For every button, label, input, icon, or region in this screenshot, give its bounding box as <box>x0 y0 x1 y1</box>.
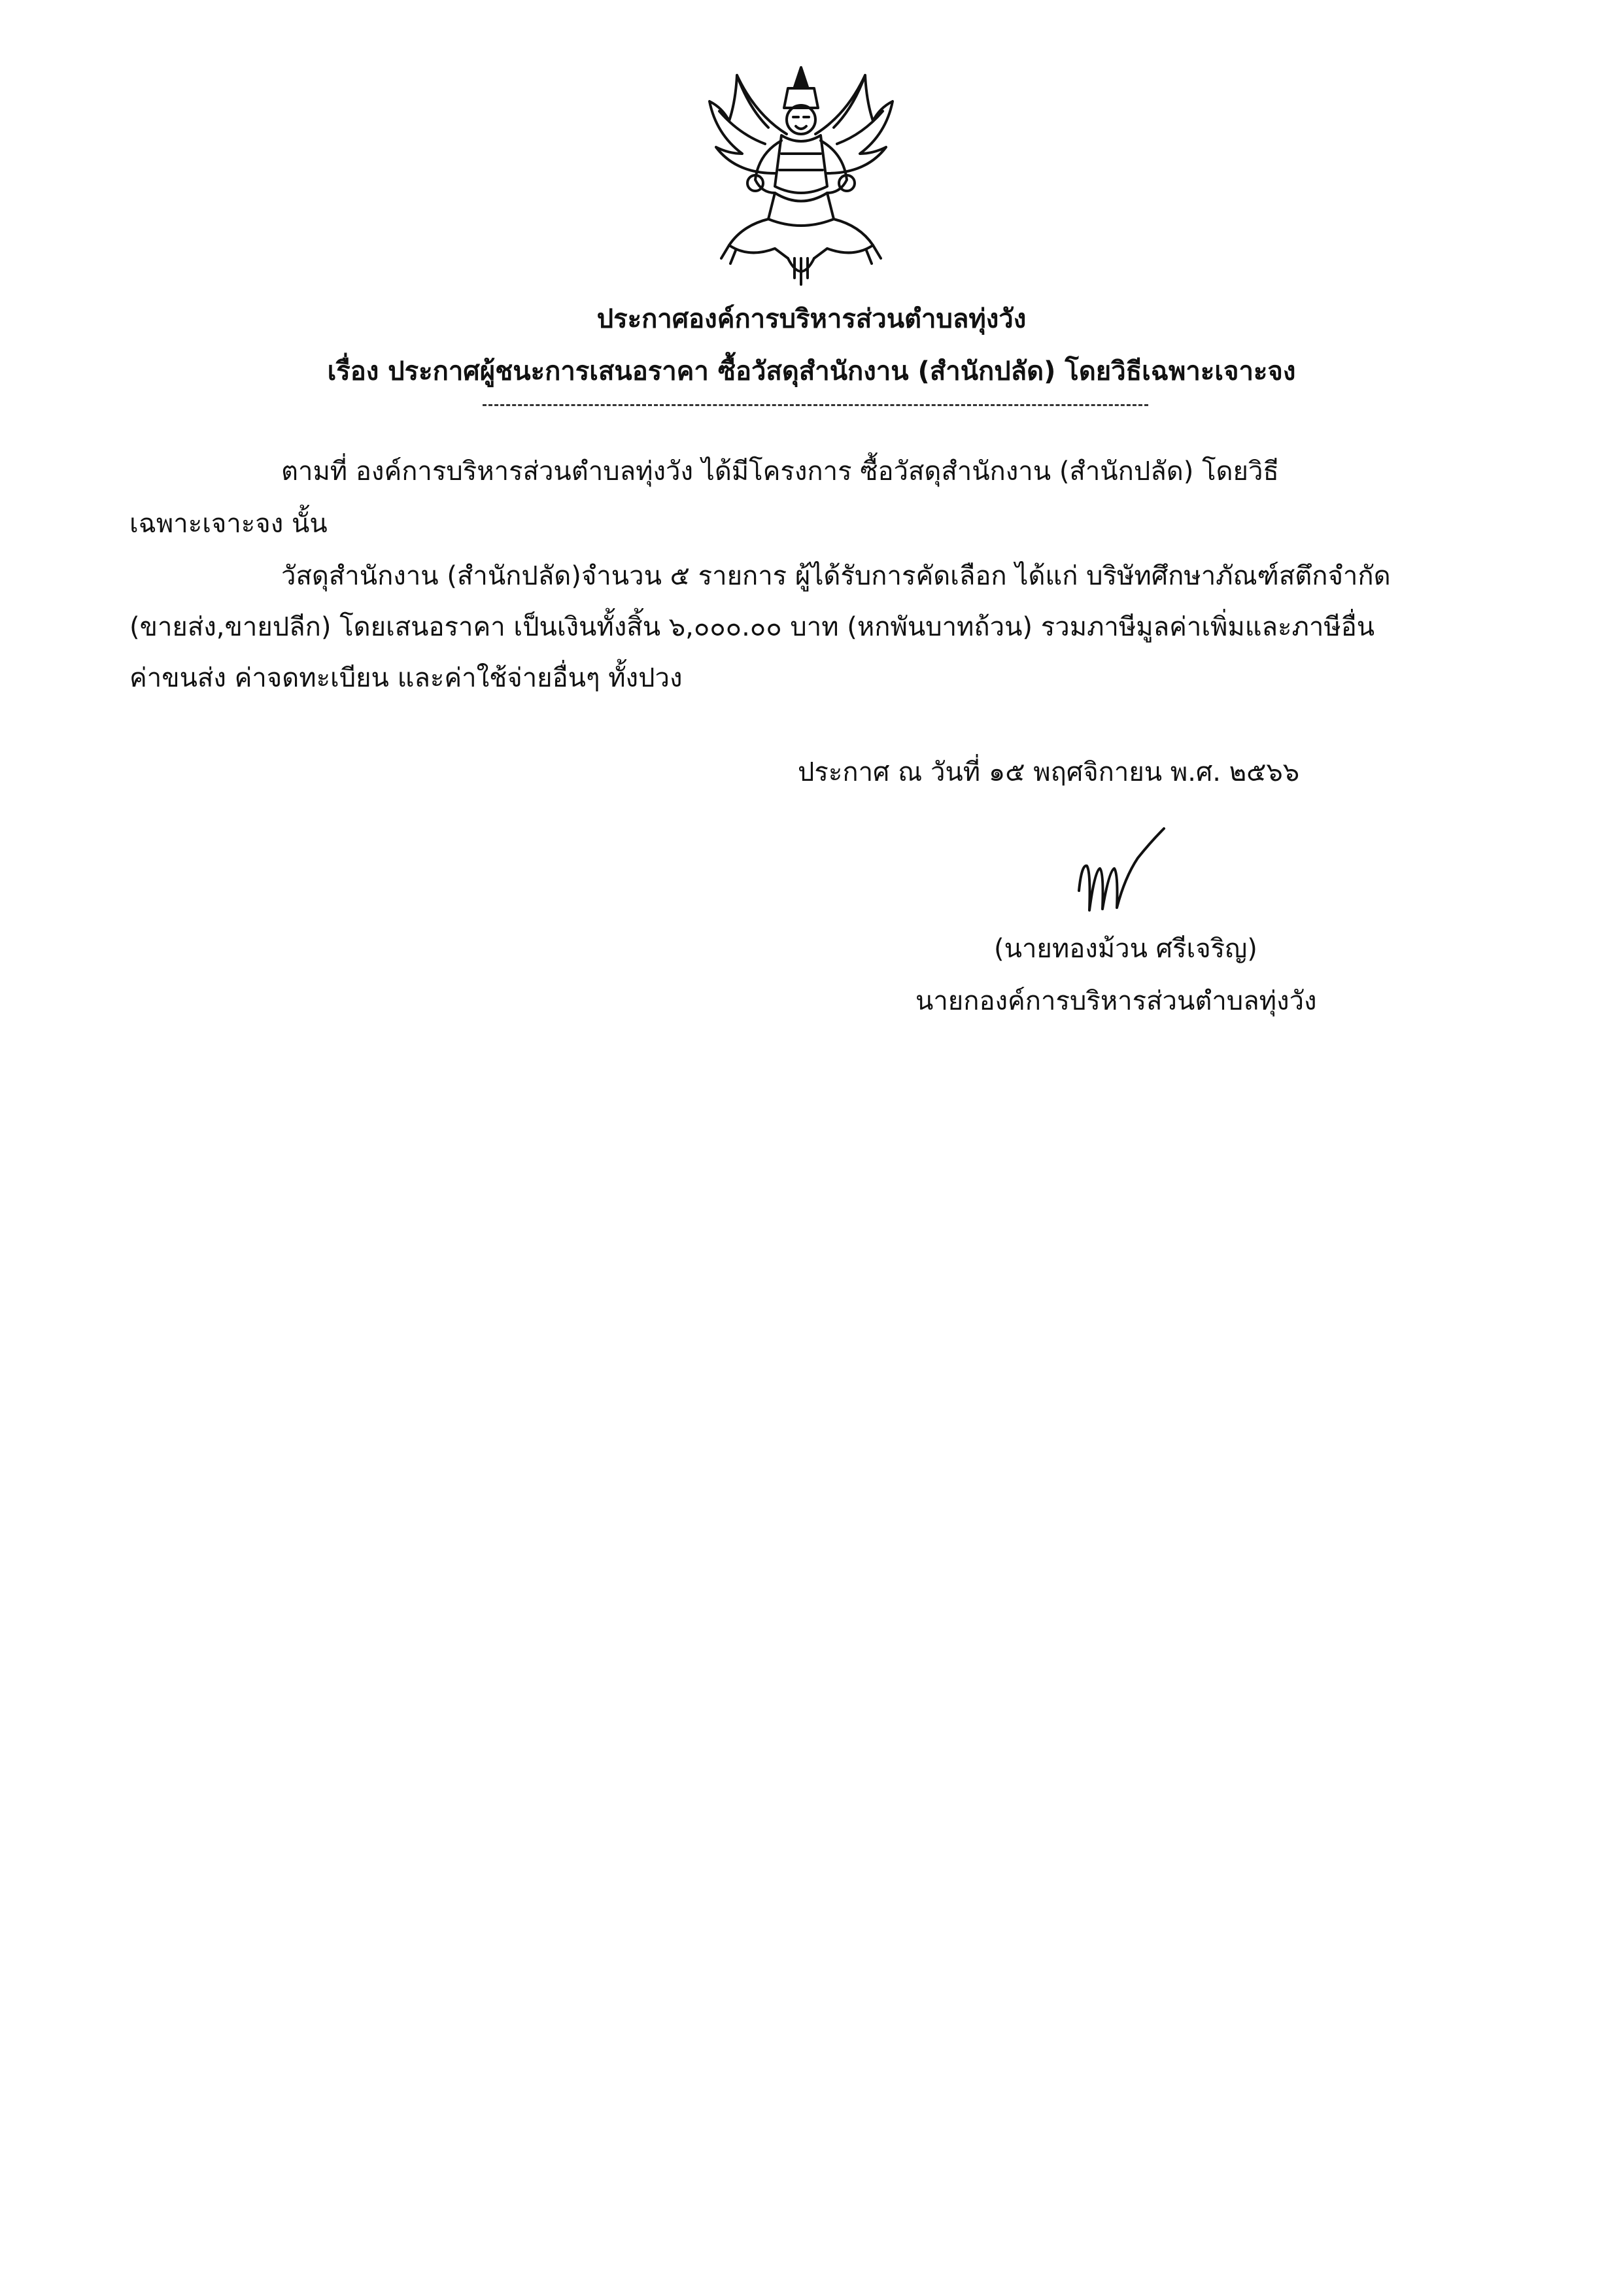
divider <box>483 404 1148 406</box>
signer-title: นายกองค์การบริหารส่วนตำบลทุ่งวัง <box>915 986 1317 1016</box>
paragraph-1-line-2: เฉพาะเจาะจง นั้น <box>129 509 328 539</box>
paragraph-2-line-2: (ขายส่ง,ขายปลีก) โดยเสนอราคา เป็นเงินทั้งสิ้น ๖,๐๐๐.๐๐ บาท (หกพันบาทถ้วน) รวมภาษีมูลค่าเพิ่มและภาษีอื่น <box>129 612 1375 642</box>
paragraph-1-line-1: ตามที่ องค์การบริหารส่วนตำบลทุ่งวัง ได้มีโครงการ ซื้อวัสดุสำนักงาน (สำนักปลัด) โดยวิธี <box>281 456 1279 487</box>
garuda-emblem-icon <box>690 62 912 291</box>
signer-name: (นายทองม้วน ศรีเจริญ) <box>994 934 1257 964</box>
paragraph-2-line-3: ค่าขนส่ง ค่าจดทะเบียน และค่าใช้จ่ายอื่นๆ ทั้งปวง <box>129 663 683 693</box>
announcement-date: ประกาศ ณ วันที่ ๑๕ พฤศจิกายน พ.ศ. ๒๕๖๖ <box>798 757 1300 787</box>
handwritten-signature-icon <box>1072 825 1170 923</box>
announcement-title: ประกาศองค์การบริหารส่วนตำบลทุ่งวัง <box>596 304 1027 334</box>
announcement-subject: เรื่อง ประกาศผู้ชนะการเสนอราคา ซื้อวัสดุสำนักงาน (สำนักปลัด) โดยวิธีเฉพาะเจาะจง <box>327 356 1296 386</box>
paragraph-2-line-1: วัสดุสำนักงาน (สำนักปลัด)จำนวน ๕ รายการ ผู้ได้รับการคัดเลือก ได้แก่ บริษัทศึกษาภัณฑ์สตึกจำกัด <box>281 561 1391 591</box>
